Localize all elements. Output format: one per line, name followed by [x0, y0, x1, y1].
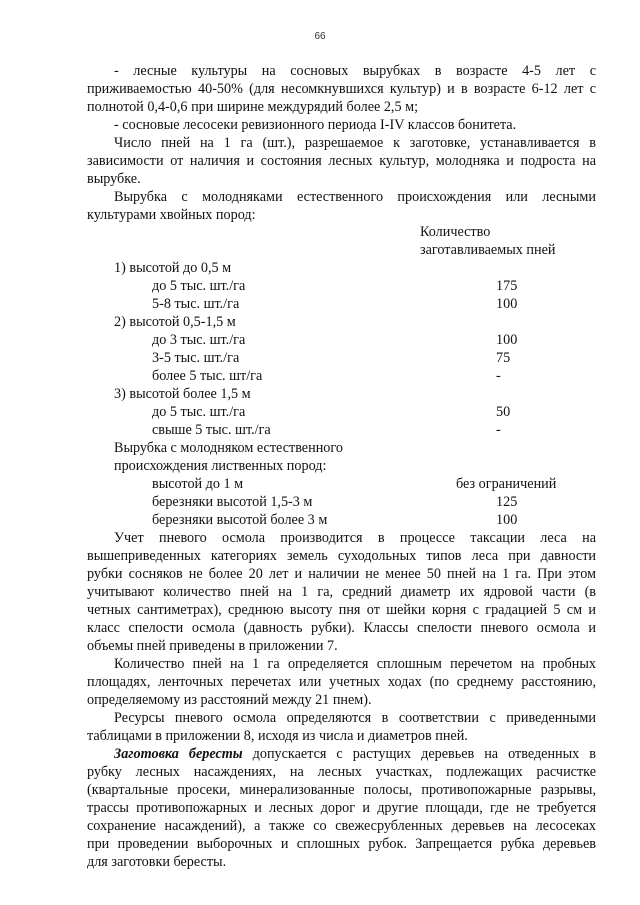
text-line: рубку лесных насаждениях, на лесных участках, подлежащих расчистке [87, 764, 596, 780]
text-line: таблицами в приложении 8, исходя из числа и диаметров пней. [87, 728, 468, 744]
table-row-value: 100 [496, 512, 518, 528]
table-group-label: 1) высотой до 0,5 м [114, 260, 232, 276]
text-line: вышеприведенных категориях земель суходольных типов леса при давности [87, 548, 596, 564]
text-line: учитывают количество пней на 1 га, средний диаметр их ядровой части (в [87, 584, 596, 600]
text-line: Учет пневого осмола производится в процессе таксации леса на [114, 530, 596, 546]
text-line: определяемому из расстояний между 21 пнем). [87, 692, 372, 708]
bold-term: Заготовка бересты [114, 746, 243, 762]
text-line: - лесные культуры на сосновых вырубках в возрасте 4-5 лет с [114, 63, 596, 79]
table-row-density: до 5 тыс. шт./га [152, 404, 246, 420]
text-line: приживаемостью 40-50% (для несомкнувшихся культур) и в возрасте 6-12 лет с [87, 81, 596, 97]
text-line: для заготовки бересты. [87, 854, 227, 870]
table-row-density: 3-5 тыс. шт./га [152, 350, 240, 366]
table-header: Количество [420, 224, 491, 240]
text-line: трассы противопожарных и лесных дорог и другие площади, где не требуется [87, 800, 596, 816]
text-line: вырубке. [87, 171, 141, 187]
table-row-label: березняки высотой 1,5-3 м [152, 494, 313, 510]
table-row-value: 50 [496, 404, 511, 420]
text-line: (квартальные просеки, минерализованные полосы, противопожарные разрывы, [87, 782, 596, 798]
table-row-density: более 5 тыс. шт/га [152, 368, 263, 384]
table-row-value: без ограничений [456, 476, 557, 492]
table-row-value: 75 [496, 350, 511, 366]
text-line: зависимости от наличия и состояния лесных культур, молодняка и подроста на [87, 153, 596, 169]
text-line: - сосновые лесосеки ревизионного периода I-IV классов бонитета. [114, 117, 517, 133]
page-number: 66 [314, 31, 326, 42]
table-row-density: 5-8 тыс. шт./га [152, 296, 240, 312]
table-row-value: 125 [496, 494, 518, 510]
text-line [114, 745, 596, 763]
table-row-label: березняки высотой более 3 м [152, 512, 328, 528]
text-line: полнотой 0,4-0,6 при ширине междурядий более 2,5 м; [87, 99, 419, 115]
text-line: культурами хвойных пород: [87, 207, 256, 223]
table-group-label: 2) высотой 0,5-1,5 м [114, 314, 236, 330]
table-row-density: до 3 тыс. шт./га [152, 332, 246, 348]
table-group-label: Вырубка с молодняком естественного [114, 440, 343, 456]
table-group-label: 3) высотой более 1,5 м [114, 386, 251, 402]
table-group-label: происхождения лиственных пород: [114, 458, 327, 474]
text-line: сохранение насаждений), а также со свежесрубленных деревьев на лесосеках [87, 818, 596, 834]
text-line: площадях, ленточных перечетах или учетных ходах (по среднему расстоянию, [87, 674, 596, 690]
text-line: класс спелости осмола (давность рубки). Классы спелости пневого осмола и [87, 620, 596, 636]
text-line: объемы пней приведены в приложении 7. [87, 638, 338, 654]
text-span: допускается с растущих деревьев на отведенных в [242, 746, 596, 762]
table-row-value: 100 [496, 296, 518, 312]
text-line: при проведении выборочных и сплошных рубок. Запрещается рубка деревьев [87, 836, 596, 852]
text-line: Число пней на 1 га (шт.), разрешаемое к заготовке, устанавливается в [114, 135, 596, 151]
table-row-density: до 5 тыс. шт./га [152, 278, 246, 294]
text-line: Вырубка с молодняками естественного происхождения или лесными [114, 189, 596, 205]
text-line: Ресурсы пневого осмола определяются в соответствии с приведенными [114, 710, 596, 726]
table-row-value: - [496, 422, 501, 438]
text-line: четных сантиметрах), среднюю высоту пня от шейки корня с градацией 5 см и [87, 602, 596, 618]
table-row-value: - [496, 368, 501, 384]
text-line: рубки сосняков не более 20 лет и наличии не менее 50 пней на 1 га. При этом [87, 566, 596, 582]
table-row-value: 175 [496, 278, 518, 294]
table-header: заготавливаемых пней [420, 242, 556, 258]
table-row-label: высотой до 1 м [152, 476, 244, 492]
table-row-value: 100 [496, 332, 518, 348]
table-row-density: свыше 5 тыс. шт./га [152, 422, 271, 438]
text-line: Количество пней на 1 га определяется сплошным перечетом на пробных [114, 656, 596, 672]
